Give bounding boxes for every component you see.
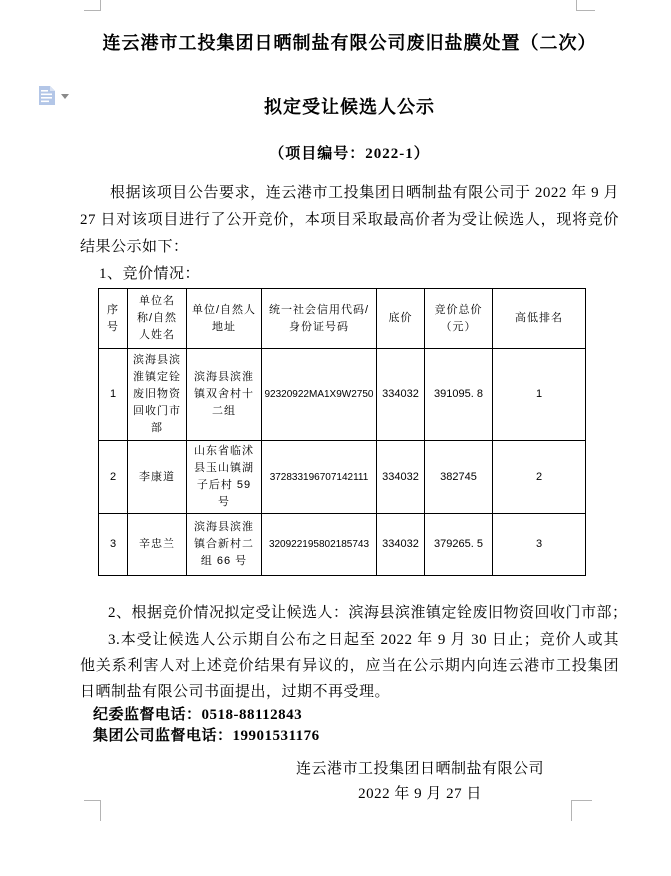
header-seq: 序号 <box>99 289 128 349</box>
text-boundary-mark-bottom-left <box>84 800 101 821</box>
doc-subtitle: 拟定受让候选人公示 <box>264 97 435 117</box>
cell-address: 滨海县滨淮镇双舍村十二组 <box>187 349 262 441</box>
doc-title: 连云港市工投集团日晒制盐有限公司废旧盐膜处置（二次） <box>102 33 597 53</box>
cell-ranking: 2 <box>493 441 586 514</box>
document-content <box>0 30 671 807</box>
clipboard-paste-icon <box>38 85 56 106</box>
intro-paragraph: 根据该项目公告要求，连云港市工投集团日晒制盐有限公司于 2022 年 9 月 27 日对该项目进行了公开竞价，本项目采取最高价者为受让候选人，现将竞价结果公示如下： <box>80 185 619 255</box>
paste-options-button[interactable] <box>38 83 74 107</box>
table-row <box>99 514 586 576</box>
table-header-row <box>99 289 586 349</box>
cell-address: 滨海县滨淮镇合新村二组 66 号 <box>187 514 262 576</box>
cell-name: 辛忠兰 <box>128 514 187 576</box>
section-1-heading: 1、竞价情况： <box>99 266 201 282</box>
cell-credit-code: 372833196707142111 <box>262 441 377 514</box>
text-boundary-mark-top-right <box>576 0 595 11</box>
paragraph-objection-period: 3.本受让候选人公示期自公布之日起至 2022 年 9 月 30 日止；竞价人或其他关系利害人对上述竞价结果有异议的，应当在公示期内向连云港市工投集团日晒制盐有限公司书面提出，过期不再受理。 <box>80 632 619 700</box>
signature-date: 2022 年 9 月 27 日 <box>358 786 482 802</box>
text-boundary-mark-top-left <box>84 0 101 11</box>
cell-total-bid: 382745 <box>425 441 493 514</box>
group-supervision-phone: 集团公司监督电话：19901531176 <box>93 728 320 744</box>
cell-seq: 2 <box>99 441 128 514</box>
header-total-bid: 竞价总价（元） <box>425 289 493 349</box>
cell-base-price: 334032 <box>377 349 425 441</box>
header-credit-code: 统一社会信用代码/身份证号码 <box>262 289 377 349</box>
header-name: 单位名称/自然人姓名 <box>128 289 187 349</box>
cell-ranking: 3 <box>493 514 586 576</box>
chevron-down-icon <box>61 94 69 99</box>
cell-total-bid: 391095. 8 <box>425 349 493 441</box>
bid-results-table <box>98 288 586 576</box>
cell-credit-code: 320922195802185743 <box>262 514 377 576</box>
cell-total-bid: 379265. 5 <box>425 514 493 576</box>
cell-name: 李康道 <box>128 441 187 514</box>
cell-base-price: 334032 <box>377 441 425 514</box>
cell-base-price: 334032 <box>377 514 425 576</box>
header-ranking: 高低排名 <box>493 289 586 349</box>
cell-ranking: 1 <box>493 349 586 441</box>
signature-org: 连云港市工投集团日晒制盐有限公司 <box>295 761 544 777</box>
cell-address: 山东省临沭县玉山镇湖子后村 59 号 <box>187 441 262 514</box>
header-address: 单位/自然人地址 <box>187 289 262 349</box>
paragraph-candidate: 2、根据竞价情况拟定受让候选人：滨海县滨淮镇定铨废旧物资回收门市部； <box>108 605 628 621</box>
cell-credit-code: 92320922MA1X9W2750 <box>262 349 377 441</box>
discipline-supervision-phone: 纪委监督电话：0518-88112843 <box>93 707 303 723</box>
signature-block <box>289 757 551 807</box>
cell-name: 滨海县滨淮镇定铨废旧物资回收门市部 <box>128 349 187 441</box>
table-row <box>99 349 586 441</box>
cell-seq: 1 <box>99 349 128 441</box>
cell-seq: 3 <box>99 514 128 576</box>
header-base-price: 底价 <box>377 289 425 349</box>
table-row <box>99 441 586 514</box>
project-number: （项目编号：2022-1） <box>269 146 430 162</box>
text-boundary-mark-bottom-right <box>571 800 592 821</box>
